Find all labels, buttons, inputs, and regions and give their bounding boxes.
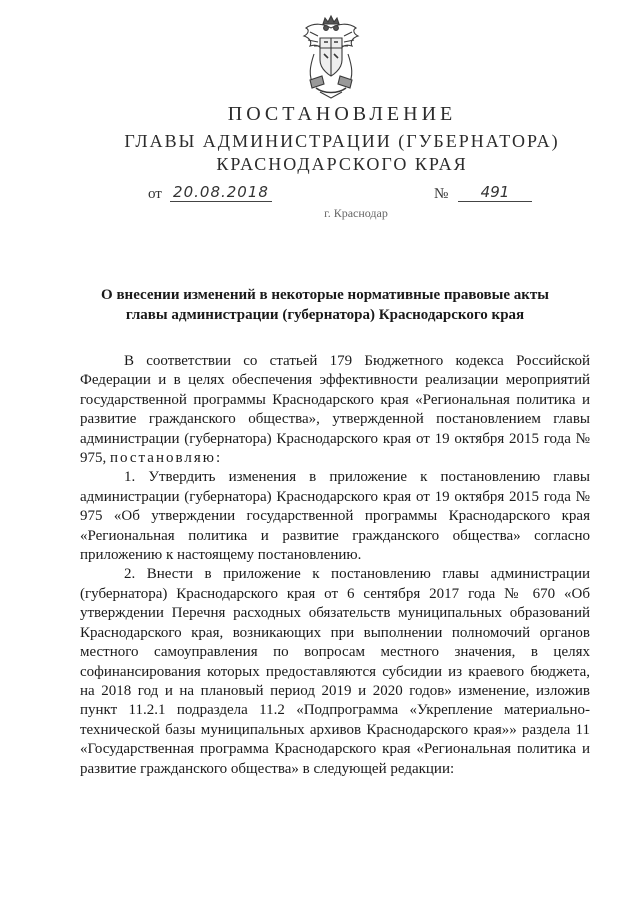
coat-of-arms-icon (296, 14, 366, 100)
region-heading: КРАСНОДАРСКОГО КРАЯ (216, 154, 468, 174)
date-label: от (148, 186, 162, 202)
intro-text: В соответствии со статьей 179 Бюджетного кодекса Российской Федерации и в целях обеспечения эффективности реализации мероприятий государственной программы Краснодарского края «Региональная политика и развитие гражданского общества», утвержденной постановлением главы администрации (губернатора) Краснодарского края от 19 октября 2015 года № 975, (80, 353, 590, 467)
document-date: 20.08.2018 (170, 183, 272, 202)
document-number: 491 (458, 183, 532, 202)
document-type-heading: ПОСТАНОВЛЕНИЕ (227, 103, 457, 125)
title-line-2: главы администрации (губернатора) Краснодарского края (125, 307, 525, 323)
document-title (70, 285, 580, 325)
item-2-paragraph: 2. Внести в приложение к постановлению главы администрации (губернатора) Краснодарского края от 6 сентября 2017 года № 670 «Об утверждении Перечня расходных обязательств муниципальных образований Краснодарского края, возникающих при выполнении полномочий органов местного самоуправления по вопросам местного значения, в целях софинансирования которых предоставляются субсидии из краевого бюджета, на 2018 год и на плановый период 2019 и 2020 годов» изменение, изложив пункт 11.2.1 подраздела 11.2 «Подпрограмма «Укрепление материально-технической базы муниципальных архивов Краснодарского края»» раздела 11 «Государственная программа Краснодарского края «Региональная политика и развитие гражданского общества» в следующей редакции: (80, 566, 590, 777)
city-label: г. Краснодар (324, 206, 388, 220)
issuer-heading: ГЛАВЫ АДМИНИСТРАЦИИ (ГУБЕРНАТОРА) (124, 131, 560, 151)
date-number-line (0, 183, 640, 207)
item-1-paragraph: 1. Утвердить изменения в приложение к постановлению главы администрации (губернатора) Краснодарского края от 19 октября 2015 года № 975 «Об утверждении государственной программы Краснодарского края «Региональная политика и развитие гражданского общества» согласно приложению к настоящему постановлению. (80, 469, 590, 564)
resolve-word: постановляю: (110, 450, 223, 467)
intro-paragraph (80, 352, 590, 468)
document-body (80, 352, 590, 779)
number-label: № (434, 186, 449, 202)
title-line-1: О внесении изменений в некоторые нормативные правовые акты (101, 287, 549, 303)
